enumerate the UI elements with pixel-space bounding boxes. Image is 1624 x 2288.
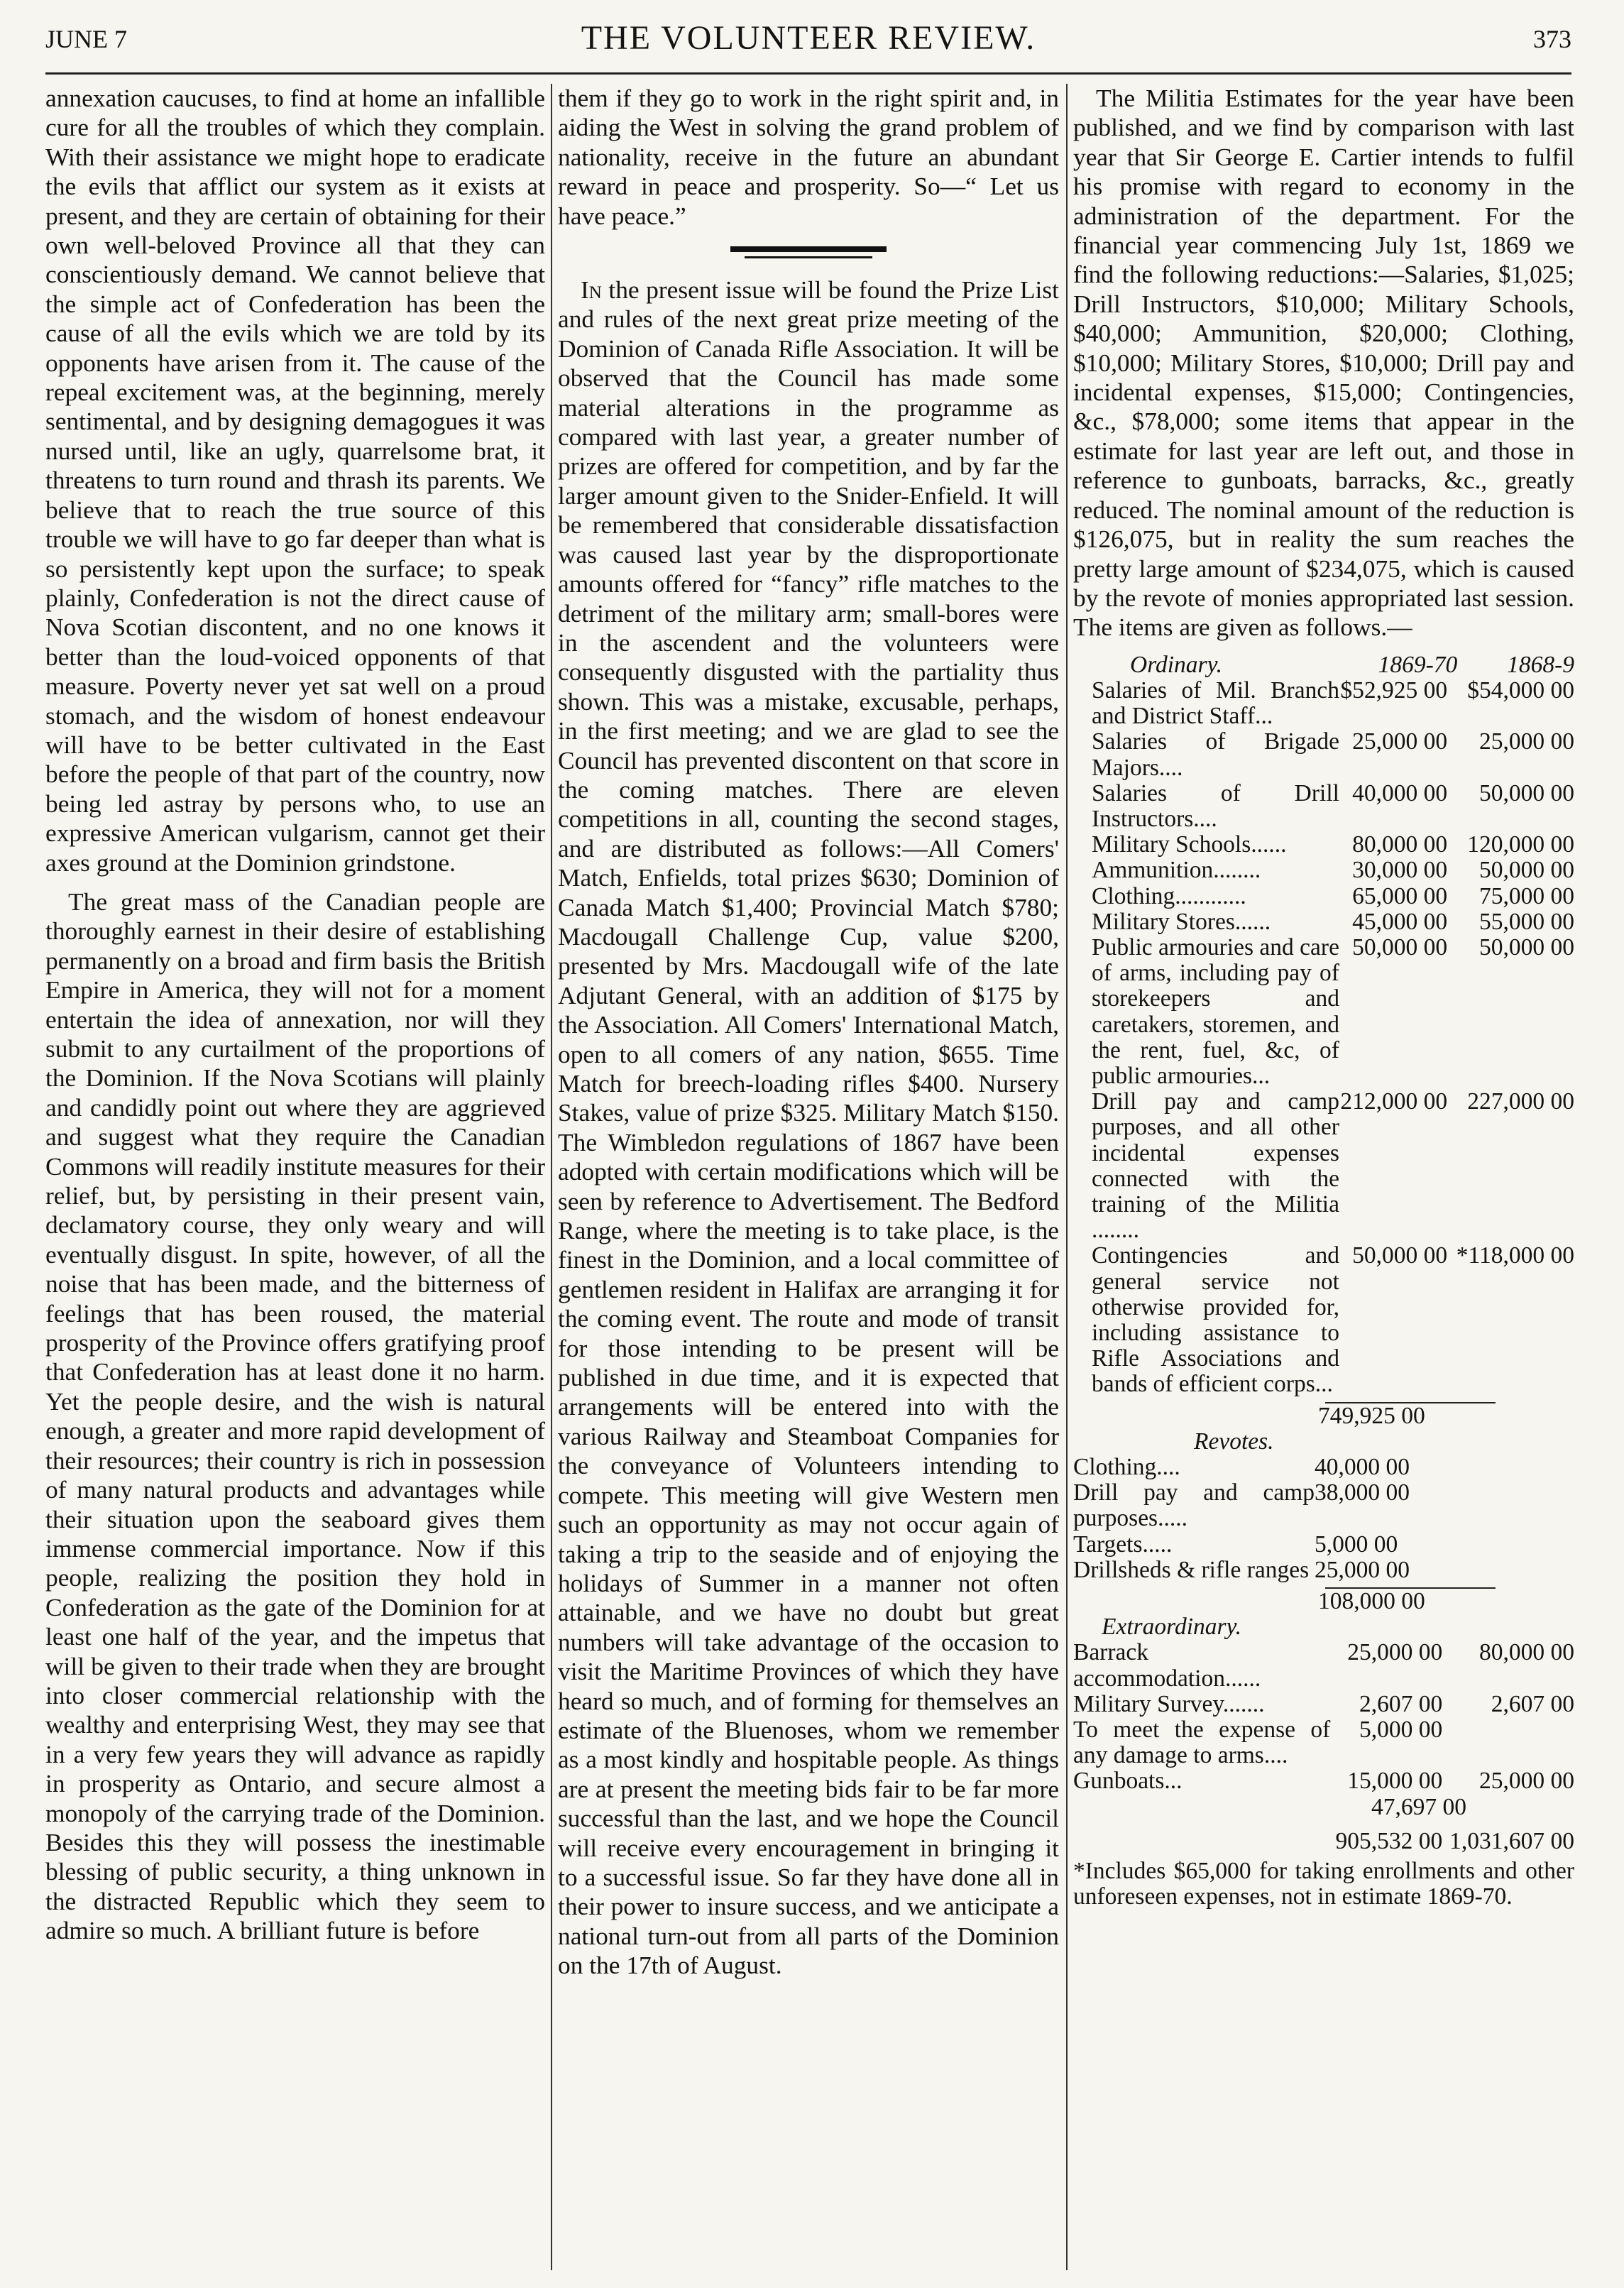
article-paragraph [558,275,1059,1981]
estimate-value-1869: 80,000 00 [1352,831,1448,858]
extraordinary-total: 47,697 00 [1371,1793,1466,1820]
estimate-label: Military Schools...... [1092,831,1287,858]
estimate-label: Military Stores...... [1092,908,1271,935]
extraordinary-row [1073,1717,1574,1768]
estimate-value-1869: 45,000 00 [1352,908,1448,935]
ordinary-heading: Ordinary. [1130,651,1222,678]
year-column-1: 1869-70 [1378,651,1458,678]
estimate-value-1868: 25,000 00 [1479,728,1575,755]
extraordinary-label: To meet the expense of any damage to arms.... [1073,1717,1331,1769]
extraordinary-row [1073,1692,1574,1717]
estimate-row [1073,909,1574,935]
column-divider [1066,84,1068,2270]
extraordinary-value-1869: 15,000 00 [1347,1768,1443,1795]
column-divider [551,84,552,2270]
column-2 [558,84,1059,1991]
extraordinary-value-1868: 25,000 00 [1479,1768,1575,1795]
estimate-row [1073,729,1574,780]
extraordinary-value-1869: 2,607 00 [1359,1690,1443,1717]
estimate-label: Contingencies and general service not otherwise provided for, including assistance to Rifle Associations and bands of efficient corps... [1092,1242,1339,1398]
estimate-label: Salaries of Drill Instructors.... [1092,779,1339,832]
article-paragraph: The Militia Estimates for the year have been published, and we find by comparison with last year that Sir George E. Cartier intends to fulfil his promise with regard to economy in the administration of the department. For the financial year commencing July 1st, 1869 we find the following reductions:—Salaries, $1,025; Drill Instructors, $10,000; Military Schools, $40,000; Ammunition, $20,000; Clothing, $10,000; Military Stores, $10,000; Drill pay and incidental expenses, $15,000; Contingencies, &c., $78,000; some items that appear in the estimate for last year are left out, and those in reference to gunboats, barracks, &c., greatly reduced. The nominal amount of the reduction is $126,075, but in reality the sum reaches the pretty large amount of $234,075, which is caused by the revote of monies appropriated last session. The items are given as follows.— [1073,84,1574,642]
estimate-row [1073,884,1574,909]
year-column-2: 1868-9 [1507,651,1574,678]
estimate-value-1868: 55,000 00 [1479,908,1575,935]
extraordinary-heading: Extraordinary. [1102,1614,1241,1641]
revote-label: Targets..... [1073,1531,1173,1558]
extraordinary-value-1868: 2,607 00 [1491,1690,1575,1717]
estimate-value-1868: $54,000 00 [1467,677,1575,704]
grand-total-1869: 905,532 00 [1335,1827,1443,1854]
revote-value: 25,000 00 [1315,1556,1410,1583]
estimate-label: Salaries of Mil. Branch and District Staff... [1092,677,1339,730]
article-paragraph: The great mass of the Canadian people are thoroughly earnest in their desire of establishing permanently on a broad and firm basis the British Empire in America, they will not for a moment entertain the idea of annexation, nor will they submit to any curtailment of the proportions of the Dominion. If the Nova Scotians will plainly and candidly point out where they are aggrieved and suggest what they require the Canadian Commons will readily institute measures for their relief, but, by persisting in their present vain, declamatory course, they only weary and will eventually disgust. In spite, however, of all the noise that has been made, and the bitterness of feelings that has been roused, the material prosperity of the Province offers gratifying proof that Confederation has at least done it no harm. Yet the people desire, and the wish is natural enough, a greater and more rapid development of their resources; their country is rich in possession of many natural products and advantages while their situation upon the seaboard gives them immense commercial importance. Now if this people, realizing the position they hold in Confederation as the gate of the Dominion for at least one half of the year, and the impetus that will be given to their trade when they are brought into closer commercial relationship with the wealthy and enterprising West, they may see that in a very few years they will advance as rapidly in prosperity as Ontario, and secure almost a monopoly of the carrying trade of the Dominion. Besides this they will possess the inestimable blessing of public security, a thing unknown in the distracted Republic which they seem to admire so much. A brilliant future is before [45,887,545,1945]
revote-value: 5,000 00 [1315,1531,1398,1558]
estimate-row [1073,935,1574,1089]
grand-total-1868: 1,031,607 00 [1449,1827,1575,1854]
estimate-value-1868: 120,000 00 [1467,831,1575,858]
article-paragraph: them if they go to work in the right spirit and, in aiding the West in solving the grand problem of nationality, receive in the future an abundant reward in peace and prosperity. So—“ Let us have peace.” [558,84,1059,230]
revotes-heading: Revotes. [1194,1428,1274,1455]
header-date: JUNE 7 [45,25,127,53]
estimate-value-1869: 30,000 00 [1352,857,1448,884]
paragraph-body: the present issue will be found the Prize List and rules of the next great prize meeting of the Dominion of Canada Rifle Association. It will be observed that the Council has made some material alterations in the programme as compared with last year, a greater number of prizes are offered for competition, and by far the larger amount given to the Snider-Enfield. It will be remembered that considerable dissatisfaction was caused last year by the disproportionate amounts offered for “fancy” rifle matches to the detriment of the military arm; small-bores were in the ascendent and the volunteers were consequently disgusted with the partiality thus shown. This was a mistake, excusable, perhaps, in the first meeting; and we are glad to see the Council has prevented discontent on that score in the coming matches. There are eleven competitions in all, counting the second stages, and are distributed as follows:—All Comers' Match, Enfields, total prizes $630; Dominion of Canada Match $1,400; Provincial Match $780; Macdougall Challenge Cup, value $200, presented by Mrs. Macdougall wife of the late Adjutant General, with an addition of $175 by the Association. All Comers' International Match, open to all comers of any nation, $655. Time Match for breech-loading rifles $400. Nursery Stakes, value of prize $325. Military Match $150. The Wimbledon regulations of 1867 have been adopted with certain modifications which will be seen by reference to Advertisement. The Bedford Range, where the meeting is to take place, is the finest in the Dominion, and a local committee of gentlemen resident in Halifax are arranging it for the coming event. The route and mode of transit for those intending to be present will be published in due time, and it is expected that arrangements will be entered into with the various Railway and Steamboat Companies for the conveyance of Volunteers intending to compete. This meeting will give Western men such an opportunity as may not occur again of taking a trip to the seaside and of enjoying the holidays of Summer in a manner not often attainable, and we have no doubt but great numbers will take advantage of the occasion to visit the Maritime Provinces of which they have heard so much, and of forming for themselves an estimate of the Bluenoses, whom we remember as a most kindly and hospitable people. As things are at present the meeting bids fair to be far more successful than the last, and we hope the Council will receive every encouragement in bringing it to a successful issue. So far they have done all in their power to insure success, and we anticipate a national turn-out from all parts of the Dominion on the 17th of August. [558,275,1059,1980]
estimate-row [1073,1089,1574,1243]
estimate-value-1869: 65,000 00 [1352,882,1448,909]
revote-rows [1073,1455,1574,1583]
estimate-label: Salaries of Brigade Majors.... [1092,728,1339,781]
estimate-value-1868: 50,000 00 [1479,779,1575,806]
column-3 [1073,84,1574,1910]
estimate-label: Drill pay and camp purposes, and all other incidental expenses connected with the training of the Militia ........ [1092,1088,1339,1244]
estimate-value-1868: 50,000 00 [1479,857,1575,884]
revote-value: 38,000 00 [1315,1479,1410,1506]
estimate-value-1868: *118,000 00 [1456,1242,1575,1269]
estimate-row [1073,1243,1574,1397]
revote-label: Clothing.... [1073,1454,1180,1481]
extraordinary-rows [1073,1640,1574,1794]
page-header [45,18,1571,61]
estimate-value-1869: 40,000 00 [1352,779,1448,806]
estimate-value-1868: 50,000 00 [1479,934,1575,960]
estimate-row [1073,781,1574,832]
estimates-table [1073,652,1574,1854]
revote-label: Drillsheds & rifle ranges [1073,1556,1310,1583]
ordinary-total: 749,925 00 [1318,1402,1425,1429]
estimate-value-1868: 75,000 00 [1479,882,1575,909]
extraordinary-value-1868: 80,000 00 [1479,1639,1575,1666]
revote-row [1073,1455,1574,1480]
article-separator [745,256,872,258]
revote-row [1073,1532,1574,1558]
estimate-value-1869: 50,000 00 [1352,1242,1448,1269]
extraordinary-label: Gunboats... [1073,1768,1183,1795]
estimate-row [1073,678,1574,729]
column-1 [45,84,545,1956]
estimate-row [1073,832,1574,858]
footnote: *Includes $65,000 for taking enrollments and other unforeseen expenses, not in estimate 1869-70. [1073,1858,1574,1910]
masthead-title: THE VOLUNTEER REVIEW. [581,19,1036,57]
estimate-value-1869: 50,000 00 [1352,934,1448,960]
extraordinary-label: Military Survey....... [1073,1690,1265,1717]
estimate-value-1869: 212,000 00 [1340,1088,1448,1115]
extraordinary-row [1073,1640,1574,1691]
grand-total-row [1073,1829,1574,1854]
estimate-value-1868: 227,000 00 [1467,1088,1575,1115]
revote-value: 40,000 00 [1315,1454,1410,1481]
estimates-header [1073,652,1574,678]
estimate-label: Public armouries and care of arms, including pay of storekeepers and caretakers, storemen, and the rent, fuel, &c, of public armouries... [1092,934,1339,1089]
extraordinary-value-1869: 5,000 00 [1359,1717,1443,1744]
article-paragraph: annexation caucuses, to find at home an infallible cure for all the troubles of which they complain. With their assistance we might hope to eradicate the evils that afflict our system as it exists at present, and they are certain of obtaining for their own well-beloved Province all that they can conscientiously demand. We cannot believe that the simple act of Confederation has been the cause of all the evils which we are told by its opponents have arisen from it. The cause of the repeal excitement was, at the beginning, merely sentimental, and by designing demagogues it was nursed until, like an ugly, quarrelsome brat, it threatens to turn round and thrash its parents. We believe that to reach the true source of this trouble we will have to go far deeper than what is so persistently kept upon the surface; to speak plainly, Confederation is not the direct cause of Nova Scotian discontent, and no one knows it better than the loud-voiced opponents of that measure. Poverty never yet sat well on a proud stomach, and the wisdom of honest endeavour will have to be better cultivated in the East before the people of that part of the country, now being led astray by persons who, to use an expressive American vulgarism, cannot get their axes ground at the Dominion grindstone. [45,84,545,877]
page-number: 373 [1533,25,1571,53]
revote-row [1073,1480,1574,1531]
extraordinary-label: Barrack accommodation...... [1073,1639,1261,1692]
revote-label: Drill pay and camp purposes..... [1073,1479,1315,1532]
extraordinary-row [1073,1768,1574,1794]
estimate-value-1869: 25,000 00 [1352,728,1448,755]
lead-word: In [581,275,602,305]
estimate-row [1073,858,1574,883]
estimate-value-1869: $52,925 00 [1340,677,1448,704]
estimate-label: Clothing............ [1092,882,1246,909]
header-rule [45,72,1571,75]
extraordinary-value-1868 [1442,1717,1574,1768]
extraordinary-value-1869: 25,000 00 [1347,1639,1443,1666]
estimate-label: Ammunition........ [1092,857,1261,884]
revotes-total: 108,000 00 [1318,1588,1425,1615]
ordinary-rows [1073,678,1574,1398]
article-separator [730,246,887,252]
revote-row [1073,1558,1574,1583]
